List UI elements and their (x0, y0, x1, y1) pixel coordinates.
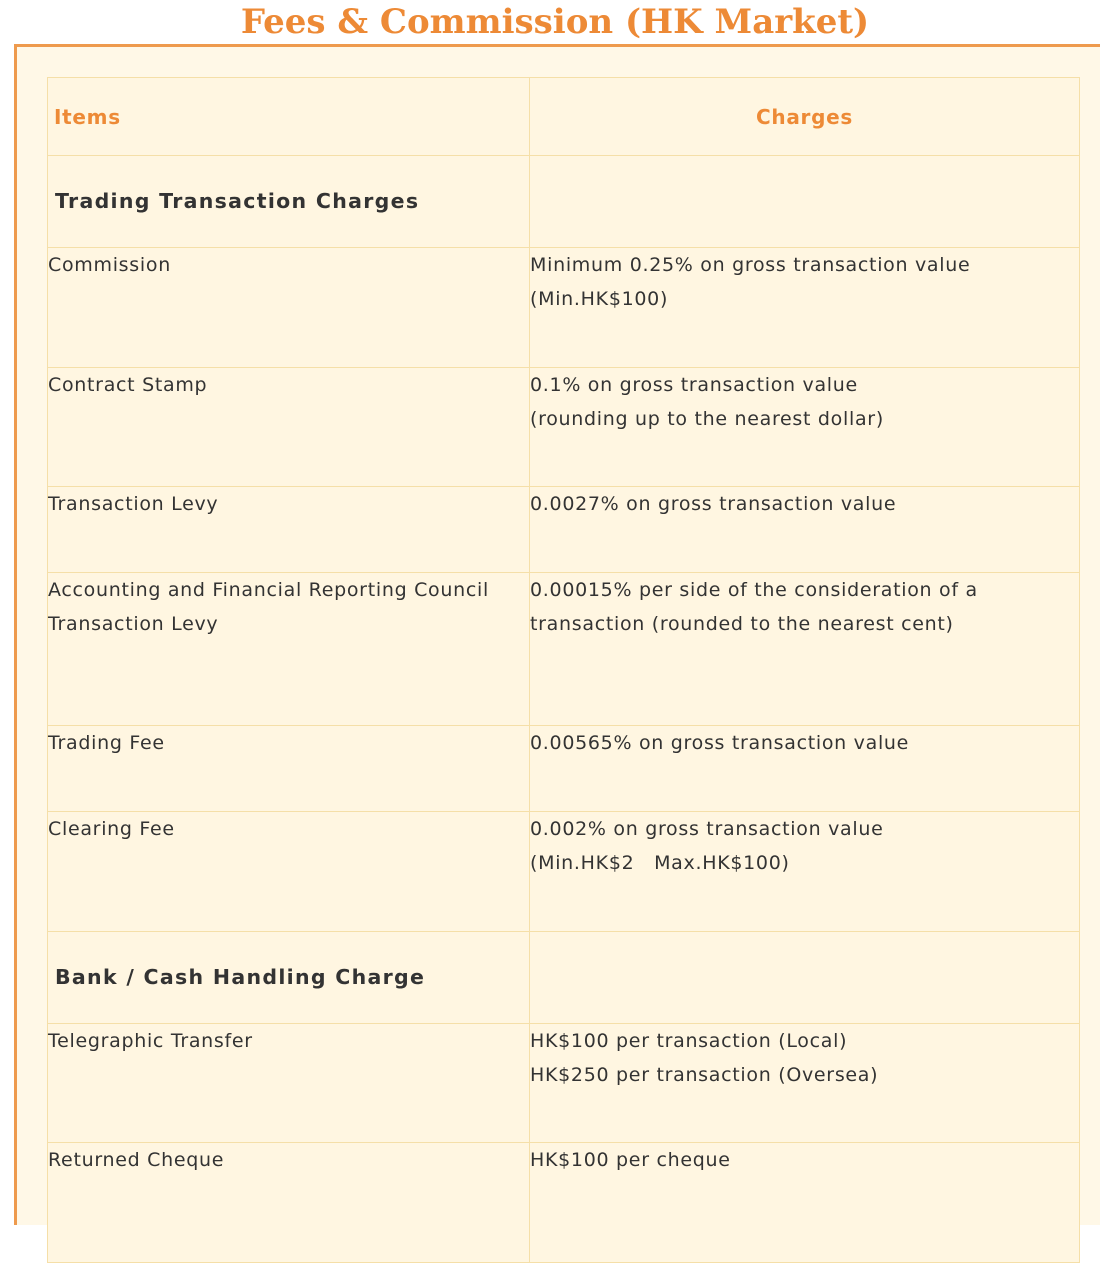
table-header-row (48, 78, 1080, 156)
section-empty-cell (530, 932, 1080, 1024)
charge-clearing-fee (530, 812, 1080, 932)
item-afrc-levy (48, 573, 530, 726)
section-row-bank (48, 932, 1080, 1024)
charge-line: 0.00565% on gross transaction value (530, 732, 910, 754)
charge-line: HK$100 per transaction (Local) (530, 1030, 848, 1052)
section-empty-cell (530, 156, 1080, 248)
table-row-telegraphic-transfer (48, 1024, 1080, 1143)
item-line: Accounting and Financial Reporting Council (48, 579, 489, 601)
item-transaction-levy: Transaction Levy (48, 487, 530, 573)
section-title-trading: Trading Transaction Charges (48, 156, 530, 248)
page-title: Fees & Commission (HK Market) (240, 2, 870, 42)
table-row-returned-cheque (48, 1143, 1080, 1263)
charge-line: (rounding up to the nearest dollar) (530, 408, 884, 430)
charge-line: HK$250 per transaction (Oversea) (530, 1064, 879, 1086)
charge-returned-cheque (530, 1143, 1080, 1263)
item-returned-cheque: Returned Cheque (48, 1143, 530, 1263)
charge-contract-stamp (530, 368, 1080, 487)
charge-line: (Min.HK$2 Max.HK$100) (530, 852, 790, 874)
charge-line: (Min.HK$100) (530, 288, 669, 310)
table-row-trading-fee (48, 726, 1080, 812)
table-row-afrc-levy (48, 573, 1080, 726)
item-commission: Commission (48, 248, 530, 368)
charge-line: 0.1% on gross transaction value (530, 374, 858, 396)
item-line: Transaction Levy (48, 613, 219, 635)
table-row-contract-stamp (48, 368, 1080, 487)
header-items: Items (48, 78, 530, 156)
section-title-bank: Bank / Cash Handling Charge (48, 932, 530, 1024)
charge-transaction-levy (530, 487, 1080, 573)
charge-afrc-levy (530, 573, 1080, 726)
header-charges: Charges (530, 78, 1080, 156)
charge-line: 0.00015% per side of the consideration of a (530, 579, 978, 601)
charge-line: transaction (rounded to the nearest cent) (530, 613, 954, 635)
charge-line: Minimum 0.25% on gross transaction value (530, 254, 971, 276)
item-telegraphic-transfer: Telegraphic Transfer (48, 1024, 530, 1143)
charge-trading-fee (530, 726, 1080, 812)
charge-line: 0.0027% on gross transaction value (530, 493, 897, 515)
table-row-transaction-levy (48, 487, 1080, 573)
table-row-clearing-fee (48, 812, 1080, 932)
item-clearing-fee: Clearing Fee (48, 812, 530, 932)
charge-line: 0.002% on gross transaction value (530, 818, 884, 840)
item-trading-fee: Trading Fee (48, 726, 530, 812)
fees-table (47, 77, 1080, 1263)
fees-panel (14, 44, 1100, 1225)
section-row-trading (48, 156, 1080, 248)
item-contract-stamp: Contract Stamp (48, 368, 530, 487)
charge-telegraphic-transfer (530, 1024, 1080, 1143)
charge-line: HK$100 per cheque (530, 1149, 731, 1171)
table-row-commission (48, 248, 1080, 368)
charge-commission (530, 248, 1080, 368)
